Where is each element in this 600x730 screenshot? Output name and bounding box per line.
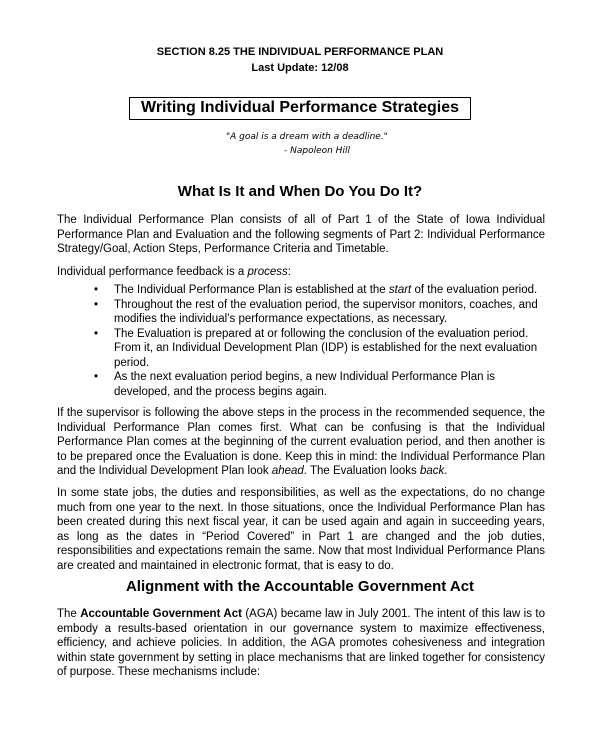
strong-aga: Accountable Government Act <box>80 608 242 620</box>
process-bullet-list <box>114 283 546 399</box>
quote-author: - Napoleon Hill <box>284 146 350 156</box>
document-title: Writing Individual Performance Strategies <box>129 97 471 120</box>
text-run: Individual performance feedback is a <box>57 266 248 278</box>
text-run: . <box>444 465 448 477</box>
text-run: (AGA) became law in July 2001. The intent of this law is to embody a results-based orientation in our governance system to maximize effectiveness, efficiency, and achieve policies. In addition, the AGA promotes cohesiveness and integration within state government by setting in place mechanisms that are linked together for consistency of purpose. These mechanisms include: <box>57 608 545 678</box>
section-header <box>0 44 600 76</box>
emphasis-ahead: ahead <box>271 465 304 477</box>
section-heading-alignment: Alignment with the Accountable Government Act <box>125 578 475 595</box>
paragraph-intro: The Individual Performance Plan consists of all of Part 1 of the State of Iowa Individual Performance Plan and Evaluation and the following segments of Part 2: Individual Performance Strategy/Goal, Action Steps, Performance Criteria and Timetable. <box>57 214 545 255</box>
list-item: • As the next evaluation period begins, a new Individual Performance Plan is developed, and the process begins again. <box>114 370 546 399</box>
section-title: SECTION 8.25 THE INDIVIDUAL PERFORMANCE PLAN <box>156 46 444 58</box>
text-run: The Individual Performance Plan is established at the <box>114 284 389 296</box>
quote-block <box>0 130 600 158</box>
text-run: of the evaluation period. <box>411 284 538 296</box>
text-run: . The Evaluation looks <box>303 465 420 477</box>
paragraph-aga <box>57 607 545 680</box>
emphasis-start: start <box>388 284 412 296</box>
paragraph-sequence <box>57 406 545 479</box>
list-item: • Throughout the rest of the evaluation period, the supervisor monitors, coaches, and modifies the individual’s performance expectations, as necessary. <box>114 298 546 327</box>
section-heading-what: What Is It and When Do You Do It? <box>177 183 423 200</box>
text-run: : <box>287 266 291 278</box>
text-run: The <box>57 608 81 620</box>
emphasis-process: process <box>247 266 288 278</box>
emphasis-back: back <box>419 465 445 477</box>
list-item <box>114 283 546 298</box>
paragraph-process-lead <box>57 265 545 280</box>
paragraph-state-jobs: In some state jobs, the duties and responsibilities, as well as the expectations, do no change much from one year to the next. In those situations, once the Individual Performance Plan has been created during this next fiscal year, it can be used again and again in succeeding years, as long as the dates in “Period Covered” in Part 1 are changed and the job duties, responsibilities and expectations remain the same. Now that most Individual Performance Plans are created and maintained in electronic format, that is easy to do. <box>57 487 545 572</box>
list-item: • The Evaluation is prepared at or following the conclusion of the evaluation period. From it, an Individual Development Plan (IDP) is established for the next evaluation period. <box>114 327 546 371</box>
text-run: If the supervisor is following the above steps in the process in the recommended sequence, the Individual Performance Plan comes first. What can be confusing is that the Individual Performance Plan comes at the beginning of the current evaluation period, and then another is to be prepared once the Evaluation is done. Keep this in mind: the Individual Performance Plan and the Individual Development Plan look <box>57 407 545 477</box>
quote-text: "A goal is a dream with a deadline." <box>226 132 388 142</box>
last-update: Last Update: 12/08 <box>251 62 349 74</box>
